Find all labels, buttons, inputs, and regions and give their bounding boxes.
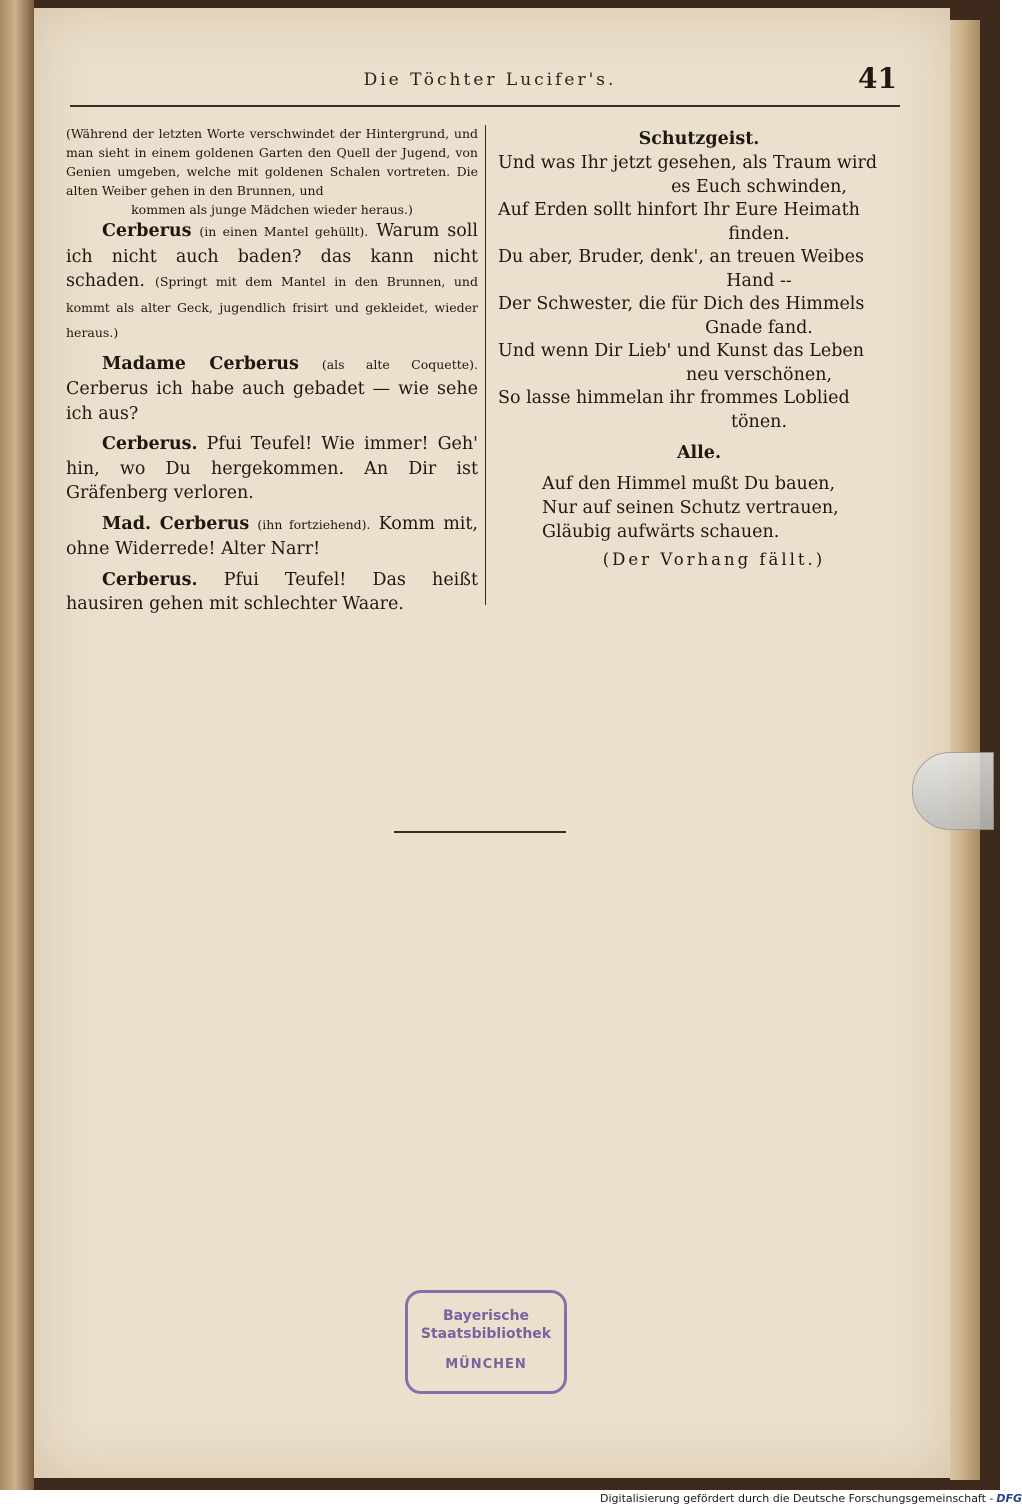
verse-line [498, 199, 900, 246]
verse-line [498, 246, 900, 293]
verse-line-text: Auf Erden sollt hinfort Ihr Eure Heimath [498, 200, 860, 220]
stamp-line: MÜNCHEN [445, 1357, 527, 1372]
stage-direction-last: kommen als junge Mädchen wieder heraus.) [131, 202, 413, 217]
speech-madame-1 [66, 352, 478, 427]
verse-block [498, 152, 900, 434]
speech-cerberus-2 [66, 432, 478, 506]
verse-line-continuation: finden. [728, 223, 790, 244]
dfg-logo: DFG [996, 1492, 1022, 1505]
stamp-line: Bayerische [442, 1308, 530, 1324]
stage-direction [66, 124, 478, 200]
right-column [498, 126, 900, 569]
speaker-name: Mad. Cerberus [102, 513, 250, 534]
footer-credit [600, 1490, 1022, 1507]
speaker-name: Madame Cerberus [102, 353, 299, 374]
stamp-line: Staatsbibliothek [420, 1326, 552, 1342]
verse-line-text: Der Schwester, die für Dich des Himmels [498, 294, 865, 314]
verse-line-continuation: tönen. [730, 411, 788, 432]
speech-text: Pfui Teufel! Wie immer! Geh' hin, wo Du hergekommen. An Dir ist Gräfenberg verloren. [66, 434, 478, 503]
running-title: Die Töchter Lucifer's. [363, 70, 617, 90]
speaker-heading: Alle. [676, 443, 722, 463]
speaker-heading: Schutzgeist. [638, 129, 760, 149]
speech-madame-2 [66, 512, 478, 562]
speaker-name: Cerberus. [102, 434, 198, 454]
verse-line [498, 152, 900, 199]
final-verse-line: Nur auf seinen Schutz vertrauen, [542, 498, 839, 518]
verse-line-text: Du aber, Bruder, denk', an treuen Weibes [498, 247, 864, 267]
verse-line-text: Und was Ihr jetzt gesehen, als Traum wird [498, 153, 878, 173]
speech-cerberus-1 [66, 219, 478, 346]
page-number: 41 [858, 62, 897, 95]
verse-line-continuation: es Euch schwinden, [671, 176, 847, 197]
verse-line-text: Und wenn Dir Lieb' und Kunst das Leben [498, 341, 865, 361]
verse-line [498, 293, 900, 340]
stage-direction-line: Jugend, von Genien umgeben, welche mit goldenen Schalen [66, 145, 478, 179]
library-stamp [405, 1290, 567, 1394]
speech-text: Komm mit, ohne Widerrede! Alter Narr! [66, 513, 478, 559]
scanner-clip [912, 752, 994, 830]
stage-direction-inline: (Springt mit dem Mantel in den Brunnen, und kommt als alter Geck, jugendlich frisirt und gekleidet, wieder heraus.) [66, 274, 478, 340]
speech-cerberus-3 [66, 568, 478, 617]
speech-text: Pfui Teufel! Das heißt hausiren gehen mit schlechter Waare. [66, 569, 478, 614]
stage-direction-inline: (ihn fortziehend). [257, 516, 371, 532]
verse-line [498, 340, 900, 387]
right-page-stack [950, 20, 980, 1480]
verse-line [498, 387, 900, 434]
verse-line-text: So lasse himmelan ihr frommes Loblied [498, 388, 850, 408]
stage-direction-inline: (als alte Coquette). [321, 356, 478, 372]
end-rule [394, 831, 566, 833]
speaker-name: Cerberus. [102, 569, 198, 590]
footer-credit-text: Digitalisierung gefördert durch die Deutsche Forschungsgemeinschaft - [600, 1492, 994, 1505]
curtain-direction: (Der Vorhang fällt.) [602, 550, 826, 569]
verse-line-continuation: neu verschönen, [685, 364, 833, 385]
stage-direction-line: vortreten. Die alten Weiber gehen in den Brunnen, und [66, 164, 478, 198]
header-rule [70, 105, 900, 107]
speech-text: Warum soll ich nicht auch baden? das kann nicht schaden. [66, 221, 478, 291]
verse-line-continuation: Gnade fand. [705, 317, 813, 338]
final-verse-line: Gläubig aufwärts schauen. [542, 522, 780, 542]
stage-direction-line: und man sieht in einem goldenen Garten den Quell der [66, 126, 478, 160]
speaker-name: Cerberus [102, 221, 192, 241]
stage-direction-inline: (in einen Mantel gehüllt). [199, 224, 369, 239]
speech-text: Cerberus ich habe auch gebadet — wie sehe ich aus? [66, 379, 478, 424]
stage-direction-line: (Während der letzten Worte verschwindet der Hintergrund, [66, 126, 450, 141]
final-verse-line: Auf den Himmel mußt Du bauen, [542, 474, 836, 494]
column-divider [485, 125, 486, 605]
left-column [66, 124, 478, 617]
left-page-edge [0, 0, 34, 1490]
verse-line-continuation: Hand -- [726, 270, 792, 291]
